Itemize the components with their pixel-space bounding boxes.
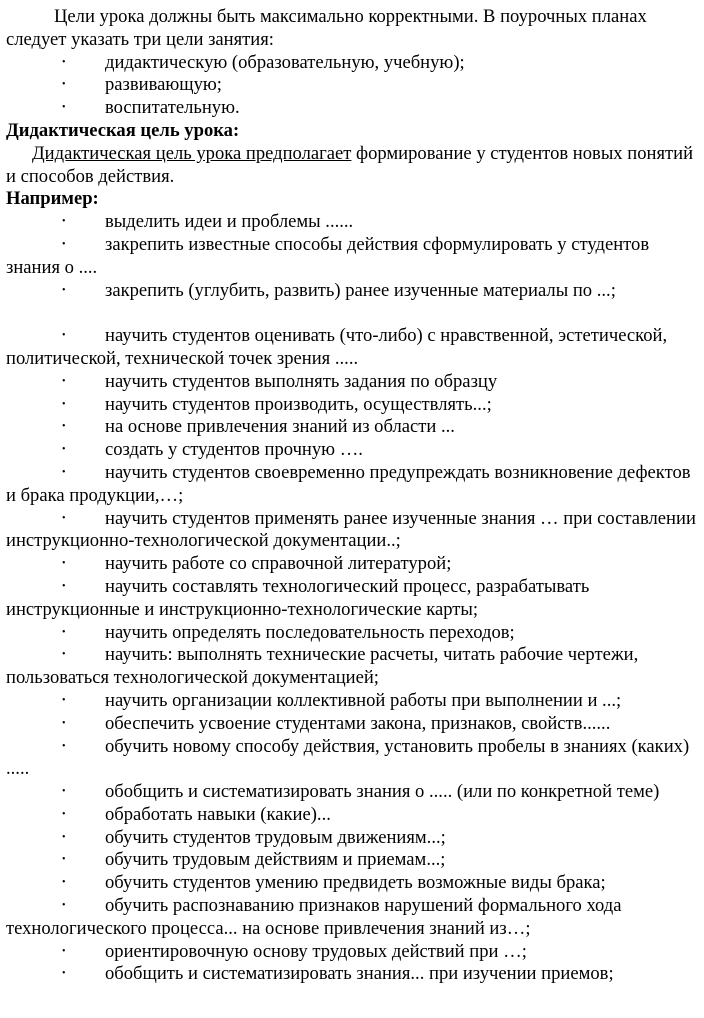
- list-item: • научить: выполнять технические расчеты, читать рабочие чертежи, пользоваться технологической документацией;: [6, 644, 639, 689]
- bullet-icon: •: [62, 512, 66, 524]
- list-item: • обучить студентов трудовым движениям...;: [62, 826, 446, 848]
- list-item: • научить студентов производить, осуществлять...;: [62, 393, 492, 415]
- list-item: • обучить студентов умению предвидеть возможные виды брака;: [62, 872, 606, 894]
- list-item: • научить студентов оценивать (что-либо) с нравственной, эстетической, политической, технической точек зрения .....: [6, 325, 668, 369]
- bullet-icon: •: [62, 580, 66, 592]
- bullet-icon: •: [62, 808, 66, 820]
- blank-line: [6, 302, 700, 325]
- bullet-icon: •: [62, 558, 66, 570]
- list-item: • развивающую;: [62, 74, 222, 96]
- bullet-icon: •: [62, 79, 66, 91]
- bullet-icon: •: [62, 740, 66, 752]
- bullet-icon: •: [62, 877, 66, 889]
- bullet-icon: •: [62, 466, 66, 478]
- list-item: • научить составлять технологический процесс, разрабатывать инструкционные и инструкционно-технологические карты;: [6, 575, 590, 620]
- list-item: • научить работе со справочной литературой;: [62, 553, 452, 575]
- list-item: • научить студентов применять ранее изученные знания … при составлении инструкционно-технологической документации..;: [6, 507, 696, 552]
- list-item: • обучить трудовым действиям и приемам...;: [62, 849, 446, 871]
- bullet-icon: •: [62, 421, 66, 433]
- list-item: • научить организации коллективной работы при выполнении и ...;: [62, 689, 622, 711]
- bullet-icon: •: [62, 398, 66, 410]
- list-item: • научить определять последовательность переходов;: [62, 621, 515, 643]
- definition-paragraph: [6, 143, 700, 189]
- bullet-icon: •: [62, 216, 66, 228]
- bullet-icon: •: [62, 786, 66, 798]
- bullet-icon: •: [62, 649, 66, 661]
- list-item: • обобщить и систематизировать знания... при изучении приемов;: [62, 963, 614, 985]
- bullet-icon: •: [62, 717, 66, 729]
- list-item: • обработать навыки (какие)...: [62, 803, 331, 825]
- list-item: • научить студентов своевременно предупреждать возникновение дефектов и брака продукции,…;: [6, 461, 691, 506]
- bullet-icon: •: [62, 900, 66, 912]
- bullet-icon: •: [62, 102, 66, 114]
- bullet-icon: •: [62, 831, 66, 843]
- list-item: • обеспечить усвоение студентами закона, признаков, свойств......: [62, 712, 611, 734]
- list-item: • обучить распознаванию признаков нарушений формального хода технологического процесса... на основе привлечения знаний из…;: [6, 895, 622, 939]
- list-item: • обучить новому способу действия, установить пробелы в знаниях (каких) .....: [6, 735, 690, 780]
- list-item: • научить студентов выполнять задания по образцу: [62, 370, 498, 392]
- bullet-icon: •: [62, 854, 66, 866]
- bullet-icon: •: [62, 284, 66, 296]
- bullet-icon: •: [62, 626, 66, 638]
- list-item: • закрепить известные способы действия сформулировать у студентов знания о ....: [6, 233, 650, 278]
- intro-paragraph: Цели урока должны быть максимально корректными. В поурочных планах следует указать три цели занятия:: [6, 6, 647, 50]
- bullet-icon: •: [62, 330, 66, 342]
- examples-heading: Например:: [6, 188, 99, 210]
- bullet-icon: •: [62, 444, 66, 456]
- list-item: • создать у студентов прочную ….: [62, 439, 363, 461]
- bullet-icon: •: [62, 56, 66, 68]
- examples-list: [6, 211, 700, 986]
- list-item: • ориентировочную основу трудовых действий при …;: [62, 940, 527, 962]
- definition-underlined: Дидактическая цель урока предполагает: [32, 142, 352, 164]
- list-item: • выделить идеи и проблемы ......: [62, 211, 354, 233]
- list-item: • воспитательную.: [62, 97, 240, 119]
- list-item: • на основе привлечения знаний из области ...: [62, 416, 455, 438]
- list-item: • обобщить и систематизировать знания о ..... (или по конкретной теме): [62, 781, 660, 803]
- section-heading: Дидактическая цель урока:: [6, 119, 240, 141]
- goal-types-list: [6, 52, 700, 120]
- bullet-icon: •: [62, 238, 66, 250]
- bullet-icon: •: [62, 375, 66, 387]
- bullet-icon: •: [62, 945, 66, 957]
- bullet-icon: •: [62, 968, 66, 980]
- list-item: • закрепить (углубить, развить) ранее изученные материалы по ...;: [62, 279, 616, 301]
- bullet-icon: •: [62, 694, 66, 706]
- definition-rest: формирование у студентов новых понятий и способов действия.: [6, 142, 694, 187]
- list-item: • дидактическую (образовательную, учебную);: [62, 51, 465, 73]
